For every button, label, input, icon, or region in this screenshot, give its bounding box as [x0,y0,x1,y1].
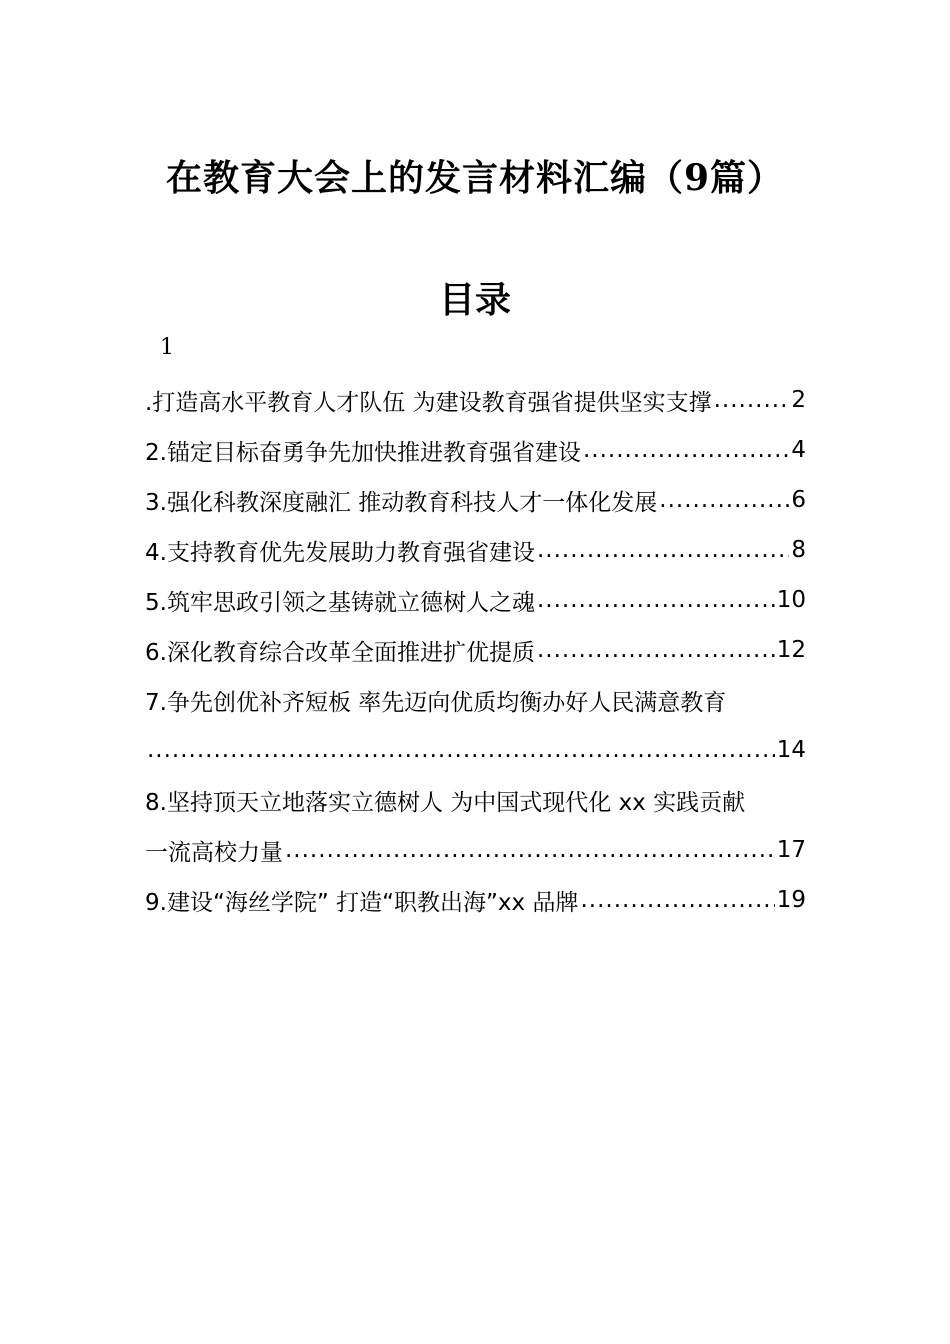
toc-leader [537,637,775,663]
toc-entry-title: 6.深化教育综合改革全面推进扩优提质 [145,639,535,666]
toc-page-number: 17 [776,837,806,863]
toc-page-number: 6 [791,487,806,513]
toc-leader [537,587,775,613]
toc-page-number: 4 [791,437,806,463]
toc-entry[interactable] [145,625,806,675]
toc-entry-title: .打造高水平教育人才队伍 为建设教育强省提供坚实支撑 [145,389,712,416]
toc-entry[interactable] [145,875,806,925]
table-of-contents [145,375,806,925]
toc-leader [583,437,789,463]
toc-heading: 目录 [438,279,511,321]
toc-page-number: 14 [776,737,806,763]
toc-entry[interactable] [145,375,806,425]
toc-page-number: 10 [776,587,806,613]
toc-leader [147,737,775,763]
toc-leader [714,387,790,413]
toc-entry-title: 7.争先创优补齐短板 率先迈向优质均衡办好人民满意教育 [145,689,727,716]
toc-page-number: 2 [791,387,806,413]
toc-leader [285,837,775,863]
document-title: 在教育大会上的发言材料汇编（9篇） [165,157,785,199]
toc-entry[interactable] [145,775,806,875]
toc-number: 1 [160,335,174,360]
toc-leader [537,537,789,563]
toc-entry[interactable] [145,475,806,525]
toc-entry-title: 3.强化科教深度融汇 推动教育科技人才一体化发展 [145,489,658,516]
toc-leader [659,487,789,513]
toc-page-number: 8 [791,537,806,563]
toc-entry[interactable] [145,575,806,625]
toc-entry-title: 8.坚持顶天立地落实立德树人 为中国式现代化 xx 实践贡献 [145,789,746,816]
toc-page-number: 19 [776,887,806,913]
toc-page-number: 12 [776,637,806,663]
toc-leader [580,887,774,913]
toc-entry[interactable] [145,675,806,775]
toc-entry[interactable] [145,425,806,475]
toc-entry-title: 5.筑牢思政引领之基铸就立德树人之魂 [145,589,535,616]
toc-entry-title: 2.锚定目标奋勇争先加快推进教育强省建设 [145,439,581,466]
toc-entry-title-continued: 一流高校力量 [145,839,283,866]
toc-entry[interactable] [145,525,806,575]
toc-entry-title: 9.建设“海丝学院” 打造“职教出海”xx 品牌 [145,889,579,916]
toc-entry-title: 4.支持教育优先发展助力教育强省建设 [145,539,535,566]
